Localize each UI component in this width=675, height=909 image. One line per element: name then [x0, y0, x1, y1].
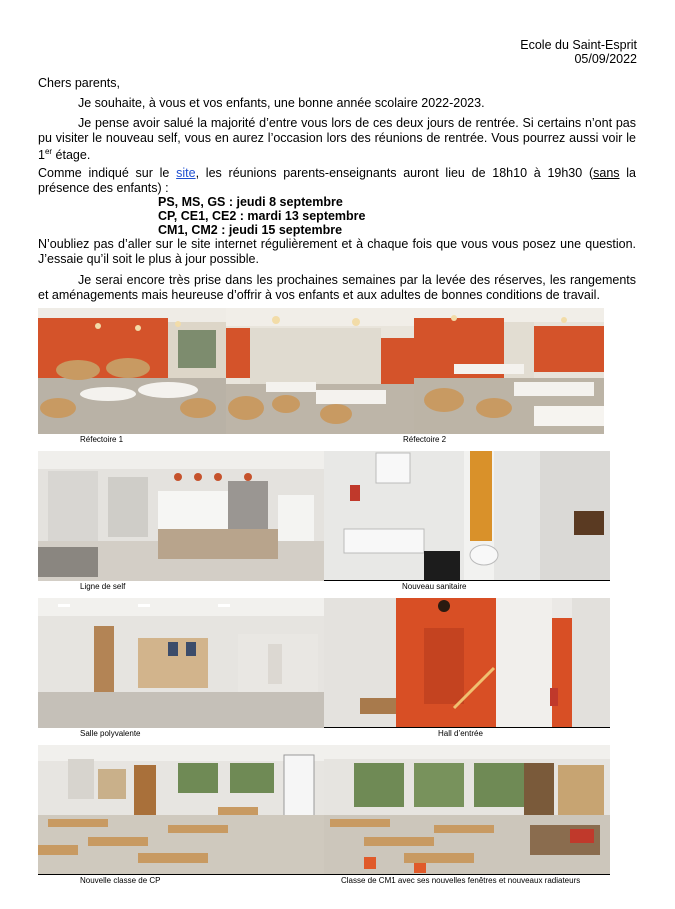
photo-hall-entree: [324, 598, 610, 728]
meetings-end: la présence des enfants) :: [38, 166, 637, 195]
underlined-sans: sans: [593, 166, 620, 180]
photo-refectoire-1b: [226, 308, 414, 434]
superscript-er: er: [44, 147, 53, 156]
paragraph-closing: Je serai encore très prise dans les prochaines semaines par la levée des réserves, les rangements et aménagements mais heureuse d’offrir à vos enfants et aux adultes de bonnes conditions de travail.: [38, 273, 636, 302]
caption-classe-cm1: Classe de CM1 avec ses nouvelles fenêtres et nouveaux radiateurs: [341, 876, 581, 885]
photo-refectoire-1: [38, 308, 226, 434]
paragraph-visit-end: étage.: [52, 148, 91, 163]
meeting-item: CP, CE1, CE2 : mardi 13 septembre: [158, 209, 366, 223]
site-link[interactable]: site: [176, 166, 196, 180]
caption-refectoire-2: Réfectoire 2: [403, 435, 447, 444]
photo-refectoire-2: [414, 308, 604, 434]
meetings-intro: Comme indiqué sur le: [38, 166, 177, 180]
letter-header: [520, 38, 637, 66]
caption-classe-cp: Nouvelle classe de CP: [80, 876, 161, 885]
caption-hall-entree: Hall d’entrée: [438, 729, 483, 738]
photo-ligne-self: [38, 451, 324, 581]
letter-date: 05/09/2022: [574, 52, 637, 66]
photo-sanitaire: [324, 451, 610, 581]
meetings-hours: , les réunions parents-enseignants auront lieu de 18h10 à 19h30 (: [195, 166, 594, 180]
paragraph-website: N’oubliez pas d’aller sur le site internet régulièrement et à chaque fois que vous vous posez une question. J’essaie qu’il soit le plus à jour possible.: [38, 237, 636, 266]
meeting-item: CM1, CM2 : jeudi 15 septembre: [158, 223, 343, 237]
greeting: Chers parents,: [38, 76, 120, 90]
divider-line: [324, 727, 610, 728]
paragraph-meetings: [38, 166, 636, 195]
caption-ligne-self: Ligne de self: [80, 582, 126, 591]
paragraph-visit: [38, 116, 636, 163]
caption-salle-polyvalente: Salle polyvalente: [80, 729, 141, 738]
caption-refectoire-1: Réfectoire 1: [80, 435, 124, 444]
divider-line: [38, 874, 610, 875]
paragraph-wishes: Je souhaite, à vous et vos enfants, une bonne année scolaire 2022-2023.: [78, 96, 485, 110]
photo-classe-cm1: [324, 745, 610, 875]
photo-classe-cp: [38, 745, 324, 875]
paragraph-visit-text: Je pense avoir salué la majorité d’entre vous lors de ces deux jours de rentrée. Si certains n’ont pas pu visiter le nouveau self, vous en aurez l’occasion lors des réunions de rentrée. Vous pourrez aussi voir le 1: [38, 116, 636, 163]
school-name: Ecole du Saint-Esprit: [520, 38, 637, 52]
meeting-item: PS, MS, GS : jeudi 8 septembre: [158, 195, 343, 209]
divider-line: [324, 580, 610, 581]
caption-sanitaire: Nouveau sanitaire: [402, 582, 467, 591]
photo-salle-polyvalente: [38, 598, 324, 728]
